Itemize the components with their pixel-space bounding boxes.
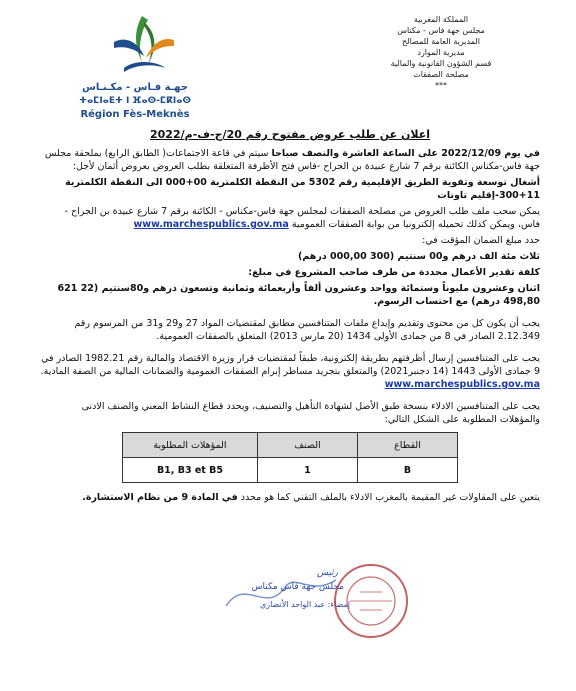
table-row: [123, 458, 458, 483]
notice-paragraph: [40, 205, 540, 231]
foreign-companies-note: يتعين على المقاولات غير المقيمة بالمغرب الادلاء بالملف التقني كما هو محدد: [237, 492, 540, 503]
header-line: مصلحة الصفقات: [413, 70, 469, 79]
article-reference: في المادة 9 من نظام الاستشارة.: [82, 492, 238, 503]
opening-details: سيتم في قاعة الاجتماعات( الطابق الرابع) بملحقة مجلس جهة فاس-مكناس الكائنة برقم 7 شارع عبيدة بن الجراح -فاس فتح الأظرفة المتعلقة بطلب العروض بعروض أثمان لأجل:: [44, 148, 540, 172]
table-cell: 1: [257, 458, 357, 483]
portal-link[interactable]: www.marchespublics.gov.ma: [133, 219, 289, 230]
notice-paragraph: [40, 352, 540, 391]
estimate-label: كلفة تقدير الأعمال محددة من طرف صاحب المشروع في مبلغ:: [248, 267, 540, 278]
logo-tifinagh-text: ⵜⴰⵎⵏⴰⴹⵜ ⵏ ⴼⴰⵙ-ⵎⴽⵏⴰⵙ: [79, 96, 191, 106]
header-line: مديرية الموارد: [417, 48, 465, 57]
notice-paragraph: [40, 491, 540, 504]
portal-link-2[interactable]: www.marchespublics.gov.ma: [384, 379, 540, 390]
table-header: الصنف: [257, 433, 357, 458]
qualification-table: [122, 432, 458, 483]
header-line: ***: [435, 81, 447, 90]
header-line: المديرية العامة للمصالح: [402, 37, 480, 46]
official-stamp-icon: [330, 560, 412, 642]
guarantee-amount: ثلاث مئة الف درهم و00 سنتيم (300 000,00 درهم): [298, 251, 540, 262]
header-line: قسم الشؤون القانونية والمالية: [390, 59, 492, 68]
table-header: القطاع: [357, 433, 457, 458]
signature-body: مجلس جهة فاس مكناس: [251, 582, 344, 592]
opening-date: في يوم 2022/12/09 على الساعة العاشرة والنصف صباحا: [271, 148, 540, 159]
signature-name: إمضاء: عبد الواحد الأنصاري: [259, 600, 350, 609]
table-header: المؤهلات المطلوبة: [123, 433, 258, 458]
table-header-row: [123, 433, 458, 458]
submission-rules: يجب أن يكون كل من محتوى وتقديم وإيداع ملفات المتنافسين مطابق لمقتضيات المواد 27 و29 و31 من المرسوم رقم 2.12.349 الصادر في 8 من جمادى الأولى 1434 (20 مارس 2013) المتعلق بالصفقات العمومية.: [74, 318, 540, 342]
notice-paragraph: [40, 147, 540, 173]
header-block: [336, 14, 546, 91]
header-line: المملكة المغربية: [413, 15, 469, 24]
logo-french-text: Région Fès-Meknès: [80, 109, 190, 120]
electronic-submission: يجب على المتنافسين إرسال أظرفتهم بطريقة إلكترونية، طبقاً لمقتضيات قرار وزيرة الاقتصاد والمالية رقم 1982.21 الصادر في 9 جمادى الأولى 1443 (14 دجنبر2021) والمتعلق بتجريد مساطر إبرام الصفقات العمومية والضمانات المالية من الصفة المادية.: [40, 353, 540, 377]
table-cell: B1, B3 et B5: [123, 458, 258, 483]
notice-title: اعلان عن طلب عروض مفتوح رقم 20/ج-ف-م/2022: [150, 128, 430, 141]
header-line: مجلس جهة فاس - مكناس: [397, 26, 485, 35]
region-logo-icon: [104, 12, 184, 82]
qualification-info: يجب على المتنافسين الادلاء بنسخة طبق الأصل لشهادة التأهيل والتصنيف، ويحدد قطاع النشاط المعني والصنف الادنى والمؤهلات المطلوبة على الشكل التالي:: [81, 401, 540, 425]
project-description: أشغال توسعة وتقوية الطريق الإقليمية رقم 5302 من النقطة الكلمترية 00+000 الى النقطة الكلمترية 11+300-إقليم تاونات: [65, 177, 540, 201]
estimate-amount: اثنان وعشرون مليوناً وستمائة وواحد وعشرون ألفاً وأربعمائة وثمانية وتسعون درهم و80سنتيم (22 621 498,80 درهم) مع احتساب الرسوم.: [57, 283, 540, 307]
notice-body: [40, 128, 540, 507]
region-logo: [60, 12, 210, 130]
signature-title: رئيس: [316, 568, 338, 578]
download-info: يمكن سحب ملف طلب العروض من مصلحة الصفقات لمجلس جهة فاس-مكناس - الكائنة برقم 7 شارع عبيدة بن الجراح - فاس، ويمكن كذلك تحميله إلكترونيا من بوابة الصفقات العمومية: [64, 206, 540, 230]
logo-arabic-text: جهـة فـاس - مكـنـاس: [82, 82, 188, 93]
guarantee-label: حدد مبلغ الضمان المؤقت في:: [422, 235, 540, 246]
table-cell: B: [357, 458, 457, 483]
